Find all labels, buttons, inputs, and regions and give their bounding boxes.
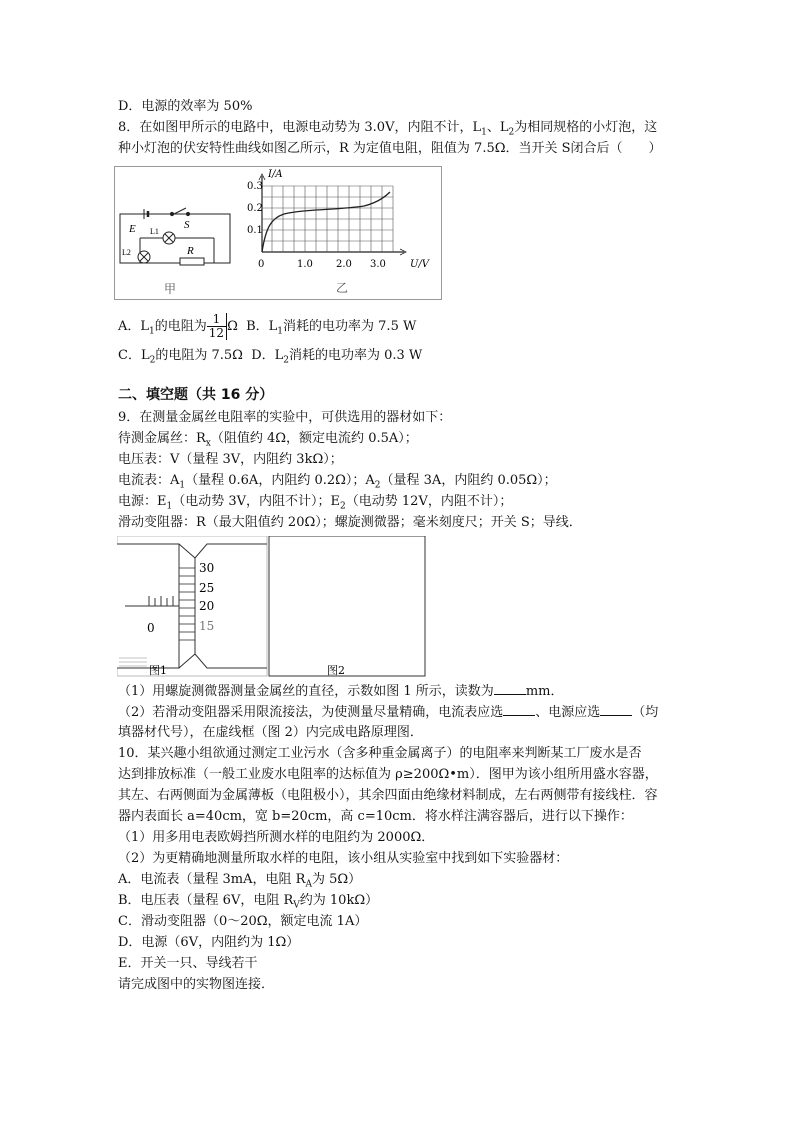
q9-sub2: （2）若滑动变阻器采用限流接法，为使测量尽量精确，电流表应选 、电源应选 （均 bbox=[118, 705, 659, 720]
micrometer-figure bbox=[117, 536, 267, 676]
q8-options-cd: C．$L_2$的电阻为 7.5Ω D．$L_2$消耗的电功率为 0.3 W bbox=[118, 348, 423, 366]
xtick-0: 0 bbox=[258, 259, 265, 270]
dashed-box-fig2 bbox=[269, 536, 425, 676]
label-L2: L2 bbox=[122, 248, 131, 257]
label-L1: L1 bbox=[150, 227, 159, 236]
caption-fig1: 图1 bbox=[149, 664, 167, 677]
micrometer-tick-0: 0 bbox=[147, 621, 155, 635]
q9-sub1: （1）用螺旋测微器测量金属丝的直径，示数如图 1 所示，读数为 mm． bbox=[118, 684, 564, 699]
q8-stem-line2: 种小灯泡的伏安特性曲线如图乙所示，R 为定值电阻，阻值为 7.5Ω．当开关 S闭合后（ ） bbox=[118, 141, 662, 156]
label-S: S bbox=[184, 219, 190, 231]
xtick-2.0: 2.0 bbox=[336, 259, 352, 270]
ylabel: I/A bbox=[268, 169, 283, 180]
micrometer-tick-30: 30 bbox=[199, 561, 215, 575]
q10-option-e: E．开关一只、导线若干 bbox=[118, 956, 258, 971]
q10-sub2: （2）为更精确地测量所取水样的电阻，该小组从实验室中找到如下实验器材： bbox=[118, 851, 569, 866]
answer-blank-ammeter[interactable] bbox=[503, 703, 535, 716]
q8-options-ab: A．$L_1$的电阻为 $\frac{1}{12}$ Ω B．$L_1$消耗的电功率为 7.5 W bbox=[118, 312, 417, 340]
micrometer-tick-25: 25 bbox=[199, 581, 215, 595]
q9-rheostat: 滑动变阻器：R（最大阻值约 20Ω）；螺旋测微器；毫米刻度尺；开关 S；导线． bbox=[118, 515, 582, 530]
ytick-0.3: 0.3 bbox=[247, 181, 263, 192]
q9-source: 电源：$E_1$（电动势 3V，内阻不计）；$E_2$（电动势 12V，内阻不计）； bbox=[118, 494, 513, 512]
q9-intro: 9．在测量金属丝电阻率的实验中，可供选用的器材如下： bbox=[118, 410, 452, 425]
label-R: R bbox=[187, 245, 194, 257]
caption-yi: 乙 bbox=[336, 281, 349, 295]
label-E: E bbox=[129, 223, 136, 235]
q8-figure bbox=[114, 166, 442, 300]
answer-blank-reading[interactable] bbox=[494, 682, 526, 695]
xtick-3.0: 3.0 bbox=[370, 259, 386, 270]
q10-line3: 其左、右两侧面为金属薄板（电阻极小），其余四面由绝缘材料制成，左右两侧带有接线柱．容 bbox=[118, 788, 658, 803]
ytick-0.2: 0.2 bbox=[247, 203, 263, 214]
q10-option-c: C．滑动变阻器（0～20Ω，额定电流 1A） bbox=[118, 914, 368, 929]
micrometer-tick-20: 20 bbox=[199, 599, 215, 613]
q9-sub2-line2: 填器材代号），在虚线框（图 2）内完成电路原理图． bbox=[118, 725, 423, 740]
caption-jia: 甲 bbox=[164, 282, 177, 296]
xlabel: U/V bbox=[410, 259, 430, 270]
fraction: $\frac{1}{12}$ bbox=[207, 313, 227, 340]
q10-line4: 器内表面长 a=40cm，宽 b=20cm，高 c=10cm．将水样注满容器后，进行以下操作： bbox=[118, 809, 633, 824]
ytick-0.1: 0.1 bbox=[247, 225, 263, 236]
section-title: 二、填空题（共 16 分） bbox=[118, 387, 274, 403]
q9-voltmeter: 电压表：V（量程 3V，内阻约 3kΩ）； bbox=[118, 452, 343, 467]
q10-option-b: B．电压表（量程 6V，电阻 $R_V$约为 10kΩ） bbox=[118, 893, 379, 911]
answer-blank-source[interactable] bbox=[600, 703, 632, 716]
q9-figures bbox=[117, 536, 427, 678]
q10-sub1: （1）用多用电表欧姆挡所测水样的电阻约为 2000Ω． bbox=[118, 830, 435, 845]
q10-option-a: A．电流表（量程 3mA，电阻 $R_A$为 5Ω） bbox=[118, 872, 362, 890]
q8-stem-line1: 8．在如图甲所示的电路中，电源电动势为 3.0V，内阻不计，$L_1$、$L_2$为相同规格的小灯泡，这 bbox=[118, 120, 658, 138]
q9-ammeter: 电流表：$A_1$（量程 0.6A，内阻约 0.2Ω）；$A_2$（量程 3A，内阻约 0.05Ω）； bbox=[118, 473, 557, 491]
q10-line2: 达到排放标准（一般工业废水电阻率的达标值为 ρ≥200Ω•m）．图甲为该小组所用盛水容器， bbox=[118, 767, 658, 782]
q9-rx: 待测金属丝：$R_x$（阻值约 4Ω，额定电流约 0.5A）； bbox=[118, 431, 418, 449]
q10-line1: 10．某兴趣小组欲通过测定工业污水（含多种重金属离子）的电阻率来判断某工厂废水是否 bbox=[118, 746, 642, 761]
q7-option-d: D．电源的效率为 50% bbox=[118, 99, 253, 114]
q10-option-d: D．电源（6V，内阻约为 1Ω） bbox=[118, 935, 300, 950]
q10-last: 请完成图中的实物图连接． bbox=[118, 977, 275, 992]
caption-fig2: 图2 bbox=[327, 664, 345, 677]
micrometer-tick-15: 15 bbox=[199, 619, 215, 633]
xtick-1.0: 1.0 bbox=[297, 259, 313, 270]
